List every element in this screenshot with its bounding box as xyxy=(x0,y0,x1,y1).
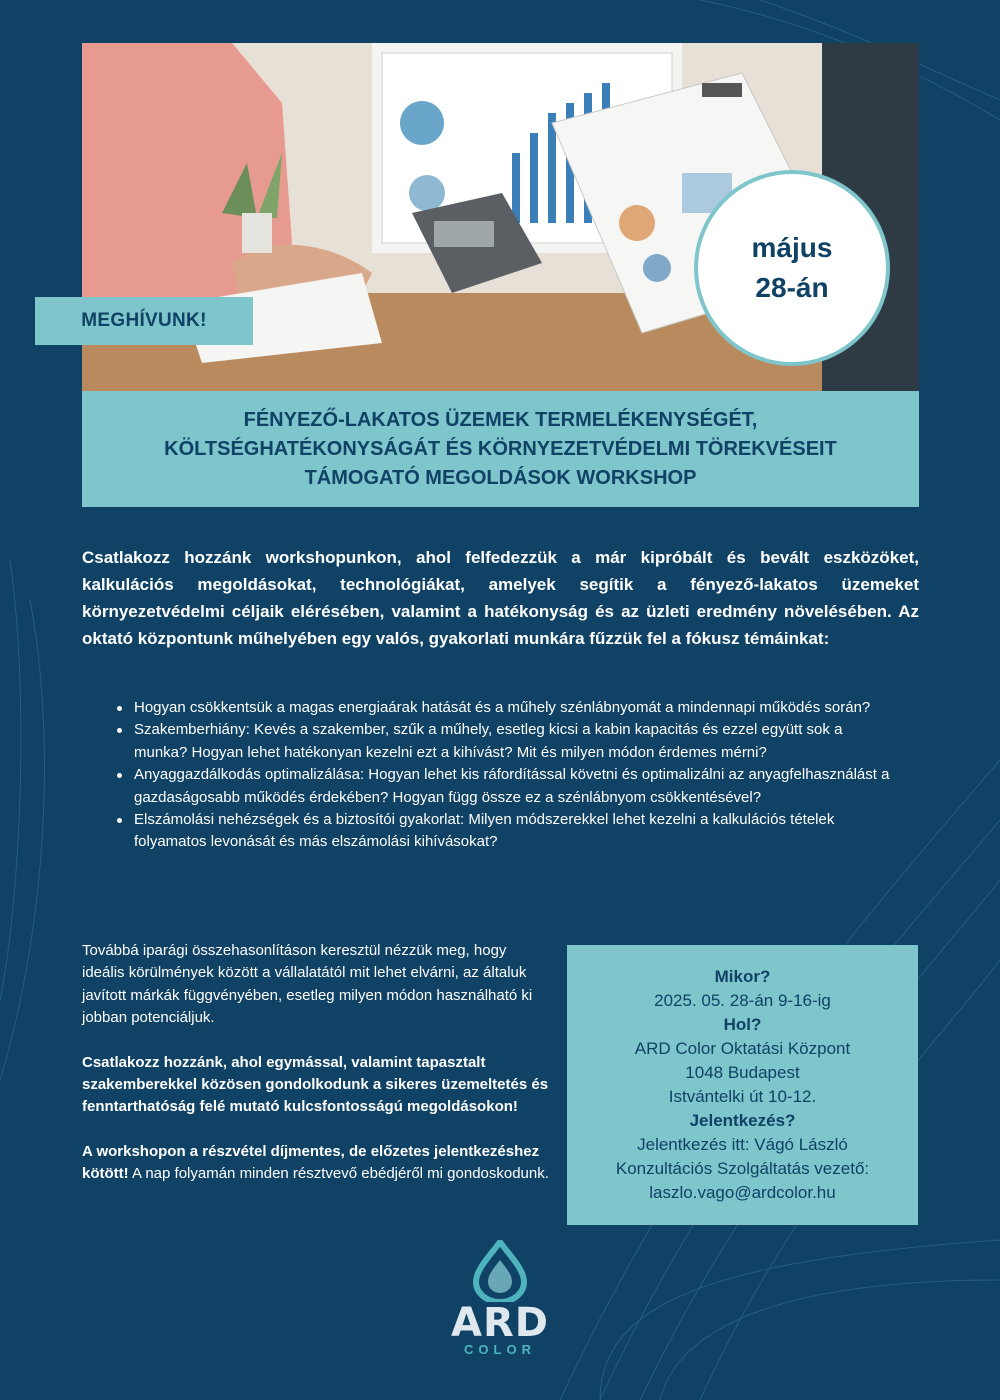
logo-subtitle: COLOR xyxy=(464,1342,536,1357)
when-label: Mikor? xyxy=(714,967,771,986)
where-label: Hol? xyxy=(723,1015,762,1034)
list-item: Anyaggazdálkodás optimalizálása: Hogyan lehet kis ráfordítással követni és optimalizálni az anyagfelhasználást a gazdaságosabb működés érdekében? Hogyan függ össze ez a szénlábnyom csökkentésével? xyxy=(114,764,894,809)
signup-email: laszlo.vago@ardcolor.hu xyxy=(649,1183,836,1202)
logo-wordmark: ARD xyxy=(451,1300,549,1346)
date-badge xyxy=(694,170,890,366)
where-city: 1048 Budapest xyxy=(685,1063,800,1082)
event-info-box xyxy=(567,945,918,1225)
list-item: Elszámolási nehézségek és a biztosítói gyakorlat: Milyen módszerekkel lehet kezelni a kalkulációs tételek folyamatos levonását és más elszámolási kihívásokat? xyxy=(114,809,894,854)
title-line-1: FÉNYEZŐ-LAKATOS ÜZEMEK TERMELÉKENYSÉGÉT, xyxy=(243,408,758,431)
signup-label: Jelentkezés? xyxy=(689,1111,796,1130)
body-text xyxy=(82,940,552,1208)
where-venue: ARD Color Oktatási Központ xyxy=(634,1039,851,1058)
where-street: Istvántelki út 10-12. xyxy=(668,1087,817,1106)
date-day: 28-án xyxy=(755,272,829,303)
join-paragraph: Csatlakozz hozzánk, ahol egymással, valamint tapasztalt szakemberekkel közösen gondolkodunk a sikeres üzemeltetés és fenntarthatóság felé mutató kulcsfontosságú megoldásokon! xyxy=(82,1053,549,1116)
date-month: május xyxy=(751,232,833,263)
free-participation-note: A workshopon a részvétel díjmentes, de előzetes jelentkezéshez kötött! xyxy=(82,1142,540,1183)
ard-color-logo xyxy=(448,1240,552,1360)
drop-icon xyxy=(448,1240,552,1302)
list-item: Hogyan csökkentsük a magas energiaárak hatását és a műhely szénlábnyomát a mindennapi működés során? xyxy=(114,697,894,719)
lunch-note: A nap folyamán minden résztvevő ebédjéről mi gondoskodunk. xyxy=(128,1165,549,1183)
signup-role: Konzultációs Szolgáltatás vezető: xyxy=(615,1159,870,1178)
title-line-3: TÁMOGATÓ MEGOLDÁSOK WORKSHOP xyxy=(304,466,697,489)
invite-label: MEGHÍVUNK! xyxy=(81,310,207,331)
comparison-paragraph: Továbbá iparági összehasonlításon keresztül nézzük meg, hogy ideális körülmények között a vállalatától mit lehet elvárni, az általuk javított márkák függvényében, esetleg milyen módon használható ki jobban potenciáljuk. xyxy=(82,942,533,1027)
intro-paragraph: Csatlakozz hozzánk workshopunkon, ahol felfedezzük a már kipróbált és bevált eszközöket, kalkulációs megoldásokat, technológiákat, amelyek segítik a fényező-lakatos üzemeket környezetvédelmi céljaik elérésében, valamint a hatékonyság és az üzleti eredmény növelésében. Az oktató központunk műhelyében egy valós, gyakorlati munkára fűzzük fel a fókusz témáinkat: xyxy=(82,548,919,648)
when-value: 2025. 05. 28-án 9-16-ig xyxy=(654,991,831,1010)
invite-badge xyxy=(35,297,253,345)
participation-paragraph xyxy=(82,1141,552,1186)
list-item: Szakemberhiány: Kevés a szakember, szűk a műhely, esetleg kicsi a kabin kapacitás és ezzel együtt sok a munka? Hogyan lehet hatékonyan kezelni ezt a kihívást? Mit és milyen módon érdemes mérni? xyxy=(114,719,894,764)
title-line-2: KÖLTSÉGHATÉKONYSÁGÁT ÉS KÖRNYEZETVÉDELMI TÖREKVÉSEIT xyxy=(164,437,837,460)
topic-list xyxy=(114,697,894,854)
signup-contact: Jelentkezés itt: Vágó László xyxy=(637,1135,848,1154)
workshop-title xyxy=(82,391,919,507)
